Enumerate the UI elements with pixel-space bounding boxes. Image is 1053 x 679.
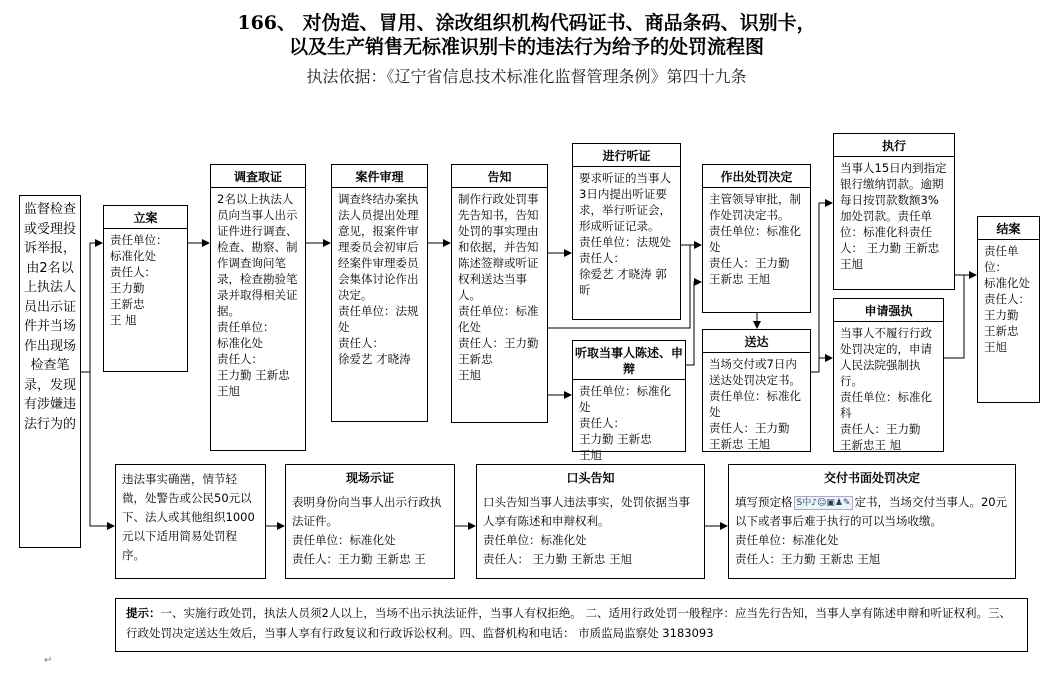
arrow-start-to-jianyi [90, 372, 114, 526]
box-jiaofu-title: 交付书面处罚决定 [823, 471, 920, 485]
box-jiaofu-body [735, 493, 1009, 569]
box-gaozhi-title: 告知 [452, 167, 547, 188]
arrow-start-to-lian [81, 243, 102, 372]
arrow-chenshu-to-jueding [686, 282, 701, 365]
box-jueding-body: 主管领导审批，制作处罚决定书。 责任单位：标准化处 责任人：王力勤 王新忠 王旭 [709, 192, 801, 286]
tips-label: 提示： [126, 606, 161, 620]
start-inspection-box [19, 195, 81, 548]
input-method-toolbar[interactable]: S中♪☺▣♟✎ [794, 496, 854, 510]
box-jiaofu-body-post: 定书，当场交付当事人。20元以下或者事后难于执行的可以当场收缴。 责任单位：标准化处 责任人：王力勤 王新忠 王旭 [735, 495, 1008, 566]
box-gaozhi-body: 制作行政处罚事先告知书，告知处罚的事实理由和依据，并告知陈述签辩或听证权利送达当事人。 责任单位：标准化处 责任人：王力勤 王新忠 王旭 [458, 192, 539, 382]
start-text: 监督检查或受理投诉举报，由2名以上执法人员出示证件并当场作出现场检查笔录，发现有涉嫌违法行为的 [23, 202, 76, 432]
box-qiangzhi [833, 298, 944, 452]
box-zhixing [833, 133, 955, 290]
box-xianchang [285, 464, 455, 579]
box-jiean-body: 责任单位： 标准化处 责任人： 王力勤 王新忠 王旭 [984, 244, 1030, 354]
box-jiean [977, 216, 1040, 403]
box-gaozhi [451, 164, 548, 423]
paragraph-mark-icon: ↵ [44, 655, 53, 666]
box-koutou-body: 口头告知当事人违法事实，处罚依据当事人享有陈述和申辩权利。 责任单位：标准化处 责任人： 王力勤 王新忠 王旭 [483, 495, 690, 566]
box-jiean-title: 结案 [978, 219, 1039, 240]
tips-box [115, 598, 1028, 652]
box-songda [702, 329, 811, 452]
box-tingzheng [572, 143, 681, 320]
box-jianyi-body: 违法事实确凿，情节轻微，处警告或公民50元以下、法人或其他组织1000元以下适用简易处罚程序。 [122, 472, 255, 562]
box-chenshu-body: 责任单位：标准化处 责任人： 王力勤 王新忠 王旭 [579, 384, 671, 462]
box-koutou-title: 口头告知 [566, 471, 615, 485]
box-chenshu [572, 340, 686, 462]
box-chenshu-title: 听取当事人陈述、申辩 [573, 343, 685, 380]
box-jianyi [115, 464, 266, 579]
box-tingzheng-body: 要求听证的当事人3日内提出听证要求，举行听证会，形成听证记录。 责任单位：法规处责任人： 徐爱艺 才晓涛 郭昕 [579, 171, 671, 297]
box-songda-body: 当场交付或7日内送达处罚决定书。 责任单位：标准化处 责任人：王力勤 王新忠 王旭 [709, 357, 801, 451]
box-qiangzhi-body: 当事人不履行行政处罚决定的，申请人民法院强制执行。 责任单位：标准化科 责任人：王力勤 王新忠王 旭 [840, 326, 932, 452]
box-koutou [476, 464, 705, 579]
box-diaocha-title: 调查取证 [211, 167, 305, 188]
box-jueding-title: 作出处罚决定 [703, 167, 810, 188]
box-diaocha-body: 2名以上执法人员向当事人出示证件进行调查、检查、勘察、制作调查询问笔录，检查勘验笔录并取得相关证据。 责任单位： 标准化处 责任人： 王力勤 王新忠 王旭 [217, 192, 298, 398]
box-lian [103, 205, 188, 372]
box-jueding [702, 164, 811, 313]
box-jiaofu-body-pre: 填写预定格 [735, 495, 793, 509]
box-diaocha [210, 164, 306, 451]
box-tingzheng-title: 进行听证 [573, 146, 680, 167]
box-lian-title: 立案 [104, 208, 187, 229]
box-xianchang-body: 表明身份向当事人出示行政执法证件。 责任单位：标准化处 责任人：王力勤 王新忠 王 [292, 495, 442, 566]
tips-text: 一、实施行政处罚，执法人员须2人以上，当场不出示执法证件，当事人有权拒绝。 二、适用行政处罚一般程序：应当先行告知，当事人享有陈述申辩和听证权利。三、行政处罚决定送达生效后，当事人享有行政复议和行政诉讼权利。四、监督机构和电话： 市质监局监察处 3183093 [126, 606, 1011, 640]
box-zhixing-body: 当事人15日内到指定银行缴纳罚款。逾期每日按罚款数额3%加处罚款。责任单位：标准化科责任人： 王力勤 王新忠 王旭 [840, 161, 947, 271]
box-lian-body: 责任单位： 标准化处 责任人： 王力勤 王新忠 王 旭 [110, 233, 168, 327]
box-qiangzhi-title: 申请强执 [834, 301, 943, 322]
box-jiaofu [728, 464, 1016, 579]
legal-basis: 执法依据：《辽宁省信息技术标准化监督管理条例》第四十九条 [306, 67, 747, 86]
diagram-title-line-1: 166、 对伪造、冒用、涂改组织机构代码证书、商品条码、识别卡， [237, 12, 816, 34]
diagram-title-line-2: 以及生产销售无标准识别卡的违法行为给予的处罚流程图 [288, 36, 764, 58]
box-shenli-title: 案件审理 [332, 167, 427, 188]
box-shenli [331, 164, 428, 422]
box-xianchang-title: 现场示证 [345, 471, 394, 485]
arrow-songda-to-zhixing [811, 203, 832, 372]
box-songda-title: 送达 [703, 332, 810, 353]
box-shenli-body: 调查终结办案执法人员提出处理意见，报案件审理委员会初审后经案件审理委员会集体讨论作出决定。 责任单位：法规处 责任人： 徐爱艺 才晓涛 [338, 192, 419, 366]
box-zhixing-title: 执行 [834, 136, 954, 157]
